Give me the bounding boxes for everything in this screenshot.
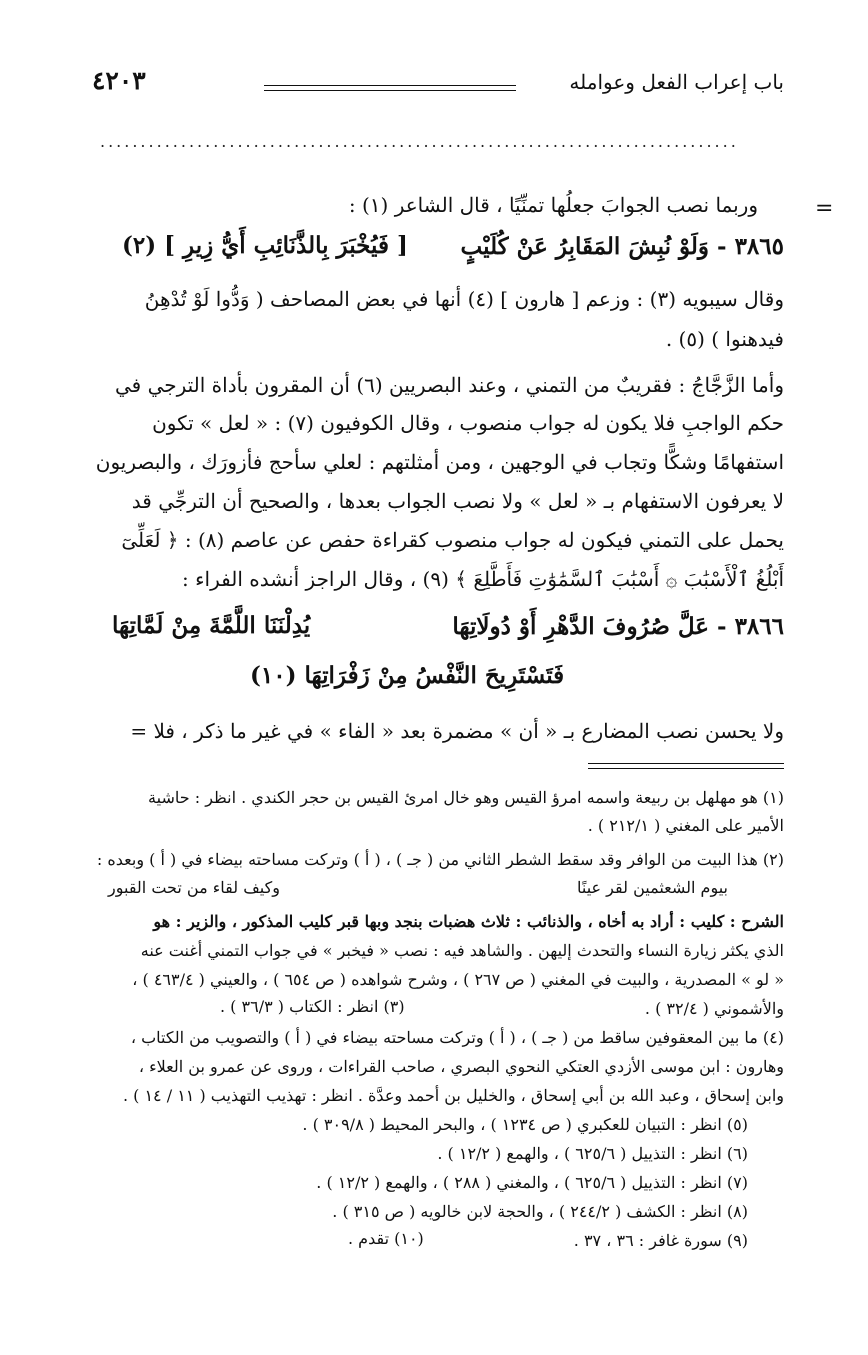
header-rule [264, 85, 516, 86]
verse-hemistich-right: عَلَّ صُرُوفَ الدَّهْرِ أَوْ دُولَاتِهَا [452, 613, 709, 640]
footnote-rule [588, 768, 784, 769]
verse-hemistich-right: وَلَوْ نُبِشَ المَقَابِرُ عَنْ كُلَيْبٍ [460, 233, 709, 260]
text-line: وأما الزَّجَّاجُ : فقريبٌ من التمني ، وعند البصريين (٦) أن المقرون بأداة الترجي في [114, 373, 784, 397]
footnote-10: (١٠) تقدم . [348, 1229, 424, 1248]
text-line: يحمل على التمني فيكون له جواب منصوب كقراءة حفص عن عاصم (٨) : ﴿ لَعَلِّىٓ [121, 528, 784, 552]
footnote-4-cont: وهارون : ابن موسى الأزدي العتكي النحوي البصري ، صاحب القراءات ، وروى عن عمرو بن العلاء ، [138, 1057, 784, 1076]
text-line: أَبْلُغُ ٱلْأَسْبَٰبَ ۞ أَسْبَٰبَ ٱلسَّمَٰوَٰتِ فَأَطَّلِعَ ﴾ (٩) ، وقال الراجز أنشده الفراء : [182, 567, 784, 591]
footnote-5: (٥) انظر : التبيان للعكبري ( ص ١٢٣٤ ) ، والبحر المحيط ( ٣٠٩/٨ ) . [302, 1115, 748, 1134]
text-line: استفهامًا وشكًّا وتجاب في الوجهين ، ومن أمثلتهم : لعلي سأحج فأزورَك ، والبصريون [95, 450, 784, 474]
text-line: لا يعرفون الاستفهام بـ « لعل » ولا نصب الجواب بعدها ، والصحيح أن الترجِّي قد [131, 489, 784, 513]
footnote-2-commentary: الشرح : كليب : أراد به أخاه ، والذنائب : ثلاث هضبات بنجد وبها قبر كليب المذكور ، والزير : هو [153, 912, 784, 931]
chapter-title: باب إعراب الفعل وعوامله [569, 70, 784, 94]
verse-hemistich-left: [ فَيُخْبَرَ بِالذَّنَائِبِ أَيُّ زِيرِ ] (٢) [122, 232, 408, 259]
footnote-2-cont: « لو » المصدرية ، والبيت في المغني ( ص ٢٦٧ ) ، وشرح شواهده ( ص ٦٥٤ ) ، والعيني ( ٤٦٣/٤ ) ، [132, 970, 784, 989]
footnote-7: (٧) انظر : التذييل ( ٦٢٥/٦ ) ، والمغني ( ٢٨٨ ) ، والهمع ( ١٢/٢ ) . [316, 1173, 748, 1192]
footnote-2: (٢) هذا البيت من الوافر وقد سقط الشطر الثاني من ( جـ ) ، ( أ ) وتركت مساحته بيضاء في ( أ ) وبعده : [96, 850, 784, 869]
dotted-separator: ............................................................................... [100, 132, 739, 151]
footnote-2-end: والأشموني ( ٣٢/٤ ) . [644, 999, 784, 1018]
page-header [92, 66, 784, 110]
footnote-verse-left: وكيف لقاء من تحت القبور [108, 878, 280, 897]
text-line: ولا يحسن نصب المضارع بـ « أن » مضمرة بعد « الفاء » في غير ما ذكر ، فلا = [130, 719, 784, 743]
footnote-4: (٤) ما بين المعقوفين ساقط من ( جـ ) ، ( أ ) وتركت مساحته بيضاء في ( أ ) والتصويب من الكتاب ، [130, 1028, 784, 1047]
text-line: وقال سيبويه (٣) : وزعم [ هارون ] (٤) أنها في بعض المصاحف ( وَدُّوا لَوْ تُدْهِنُ [144, 287, 784, 311]
verse-second-line: فَتَسْتَرِيحَ النَّفْسُ مِنْ زَفْرَاتِهَا (١٠) [250, 662, 565, 689]
footnote-6: (٦) انظر : التذييل ( ٦٢٥/٦ ) ، والهمع ( ١٢/٢ ) . [437, 1144, 748, 1163]
verse-hemistich-left: يُدِلْنَنَا اللَّمَّةَ مِنْ لَمَّاتِهَا [112, 612, 311, 639]
text-line: فيدهنوا ) (٥) . [665, 327, 784, 351]
verse-number: ٣٨٦٦ - [717, 613, 784, 640]
footnote-verse-right: بيوم الشعثمين لقر عينًا [577, 878, 728, 897]
footnote-9: (٩) سورة غافر : ٣٦ ، ٣٧ . [573, 1231, 748, 1250]
footnote-rule [588, 763, 784, 764]
footnote-8: (٨) انظر : الكشف ( ٢٤٤/٢ ) ، والحجة لابن خالويه ( ص ٣١٥ ) . [332, 1202, 748, 1221]
footnote-1-cont: الأمير على المغني ( ٢١٢/١ ) . [587, 816, 784, 835]
page-number: ٤٢٠٣ [92, 66, 146, 95]
footnote-3: (٣) انظر : الكتاب ( ٣٦/٣ ) . [220, 997, 405, 1016]
continuation-mark: = [815, 196, 834, 221]
text-line: وربما نصب الجوابَ جعلُها تمنِّيًا ، قال الشاعر (١) : [348, 193, 758, 217]
footnote-2-cont: الذي يكثر زيارة النساء والتحدث إليهن . والشاهد فيه : نصب « فيخبر » في جواب التمني أغنت عنه [140, 941, 784, 960]
verse-number: ٣٨٦٥ - [717, 233, 784, 260]
header-rule [264, 90, 516, 91]
footnote-4-cont: وابن إسحاق ، وعبد الله بن أبي إسحاق ، والخليل بن أحمد وعدَّة . انظر : تهذيب التهذيب ( ١١ / ١٤ ) . [122, 1086, 784, 1105]
footnote-1: (١) هو مهلهل بن ربيعة واسمه امرؤ القيس وهو خال امرئ القيس بن حجر الكندي . انظر : حاشية [148, 788, 784, 807]
text-line: حكم الواجبِ فلا يكون له جواب منصوب ، وقال الكوفيون (٧) : « لعل » تكون [152, 411, 784, 435]
